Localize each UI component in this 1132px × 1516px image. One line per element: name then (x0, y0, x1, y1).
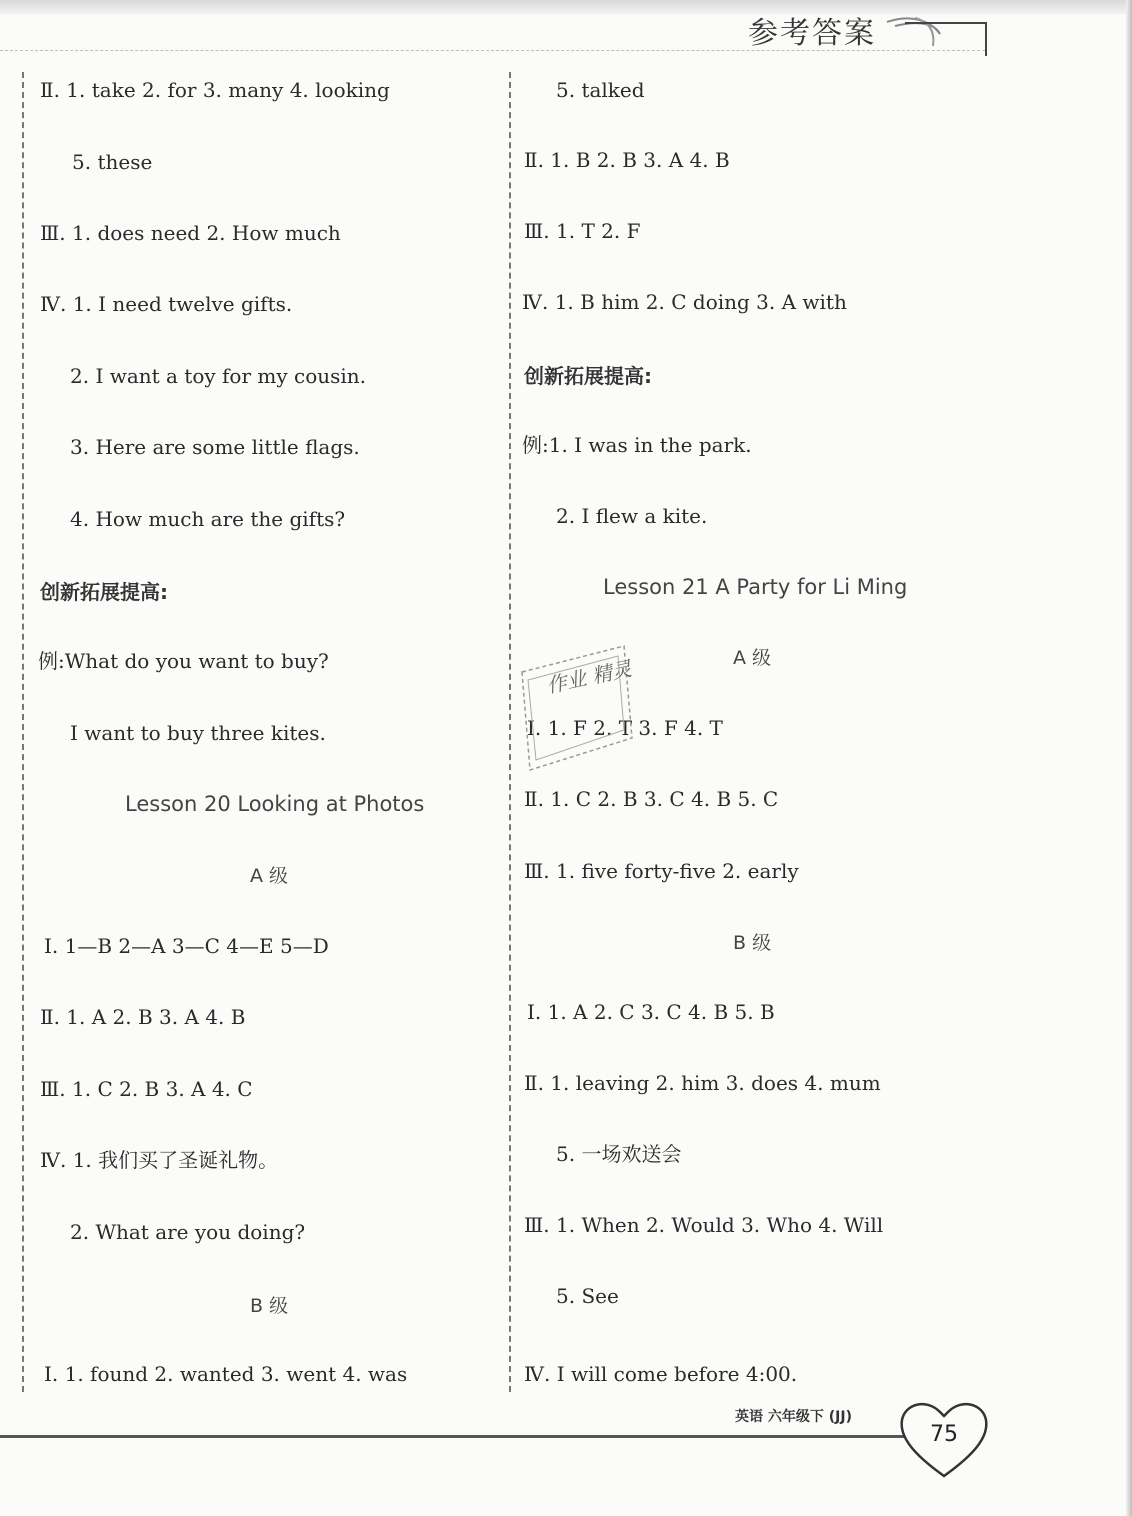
header-divider (0, 50, 985, 51)
answer-line: I want to buy three kites. (70, 721, 326, 745)
answer-line: 5. See (556, 1284, 619, 1308)
answer-line: 2. What are you doing? (70, 1220, 306, 1244)
section-heading: 创新拓展提高: (524, 364, 652, 388)
page-top-band (0, 0, 1132, 14)
level-label: A 级 (733, 647, 772, 669)
page-number: 75 (930, 1422, 958, 1447)
answer-line: Ⅱ. 1. A 2. B 3. A 4. B (40, 1005, 246, 1029)
level-label: B 级 (250, 1295, 289, 1317)
page-edge-shadow (1126, 0, 1132, 1516)
answer-line: Ⅲ. 1. does need 2. How much (40, 221, 341, 245)
answer-line: Ⅳ. 1. I need twelve gifts. (40, 292, 293, 316)
footer-divider (0, 1435, 905, 1438)
answer-line: 例:1. I was in the park. (522, 433, 752, 457)
level-label: B 级 (733, 932, 772, 954)
answer-line: 5. talked (556, 78, 645, 102)
answer-line: Ⅲ. 1. T 2. F (524, 219, 641, 243)
answer-line: Ⅱ. 1. C 2. B 3. C 4. B 5. C (524, 787, 779, 811)
answer-line: Ⅰ. 1. A 2. C 3. C 4. B 5. B (527, 1000, 775, 1024)
answer-line: Ⅳ. I will come before 4:00. (524, 1362, 798, 1386)
footer-subject: 英语 六年级下 (JJ) (735, 1409, 852, 1425)
answer-line: Ⅳ. 1. 我们买了圣诞礼物。 (40, 1148, 279, 1172)
answer-line: 5. 一场欢送会 (556, 1142, 682, 1166)
answer-line: Ⅱ. 1. take 2. for 3. many 4. looking (40, 78, 390, 102)
answer-line: Ⅱ. 1. B 2. B 3. A 4. B (524, 148, 730, 172)
answer-line: Ⅲ. 1. C 2. B 3. A 4. C (40, 1077, 253, 1101)
level-label: A 级 (250, 865, 289, 887)
column-divider (509, 72, 511, 1392)
answer-line: Ⅰ. 1. F 2. T 3. F 4. T (527, 716, 723, 740)
answer-line: 2. I flew a kite. (556, 504, 708, 528)
section-heading: 创新拓展提高: (40, 580, 168, 604)
answer-line: Ⅲ. 1. When 2. Would 3. Who 4. Will (524, 1213, 884, 1237)
answer-line: 4. How much are the gifts? (70, 507, 346, 531)
answer-line: 例:What do you want to buy? (38, 649, 329, 673)
answer-line: Ⅰ. 1—B 2—A 3—C 4—E 5—D (44, 934, 329, 958)
lesson-title: Lesson 20 Looking at Photos (125, 792, 425, 816)
answer-line: 2. I want a toy for my cousin. (70, 364, 367, 388)
answer-line: Ⅳ. 1. B him 2. C doing 3. A with (522, 290, 847, 314)
lesson-title: Lesson 21 A Party for Li Ming (603, 575, 908, 599)
page-header-title: 参考答案 (748, 16, 876, 51)
answer-line: Ⅱ. 1. leaving 2. him 3. does 4. mum (524, 1071, 881, 1095)
answer-line: Ⅲ. 1. five forty-five 2. early (524, 859, 799, 883)
answer-line: 5. these (72, 150, 153, 174)
watermark-stamp-text: 作业 精灵 (544, 656, 634, 698)
answer-line: Ⅰ. 1. found 2. wanted 3. went 4. was (44, 1362, 408, 1386)
left-margin-dashes (22, 72, 24, 1392)
answer-line: 3. Here are some little flags. (70, 435, 360, 459)
